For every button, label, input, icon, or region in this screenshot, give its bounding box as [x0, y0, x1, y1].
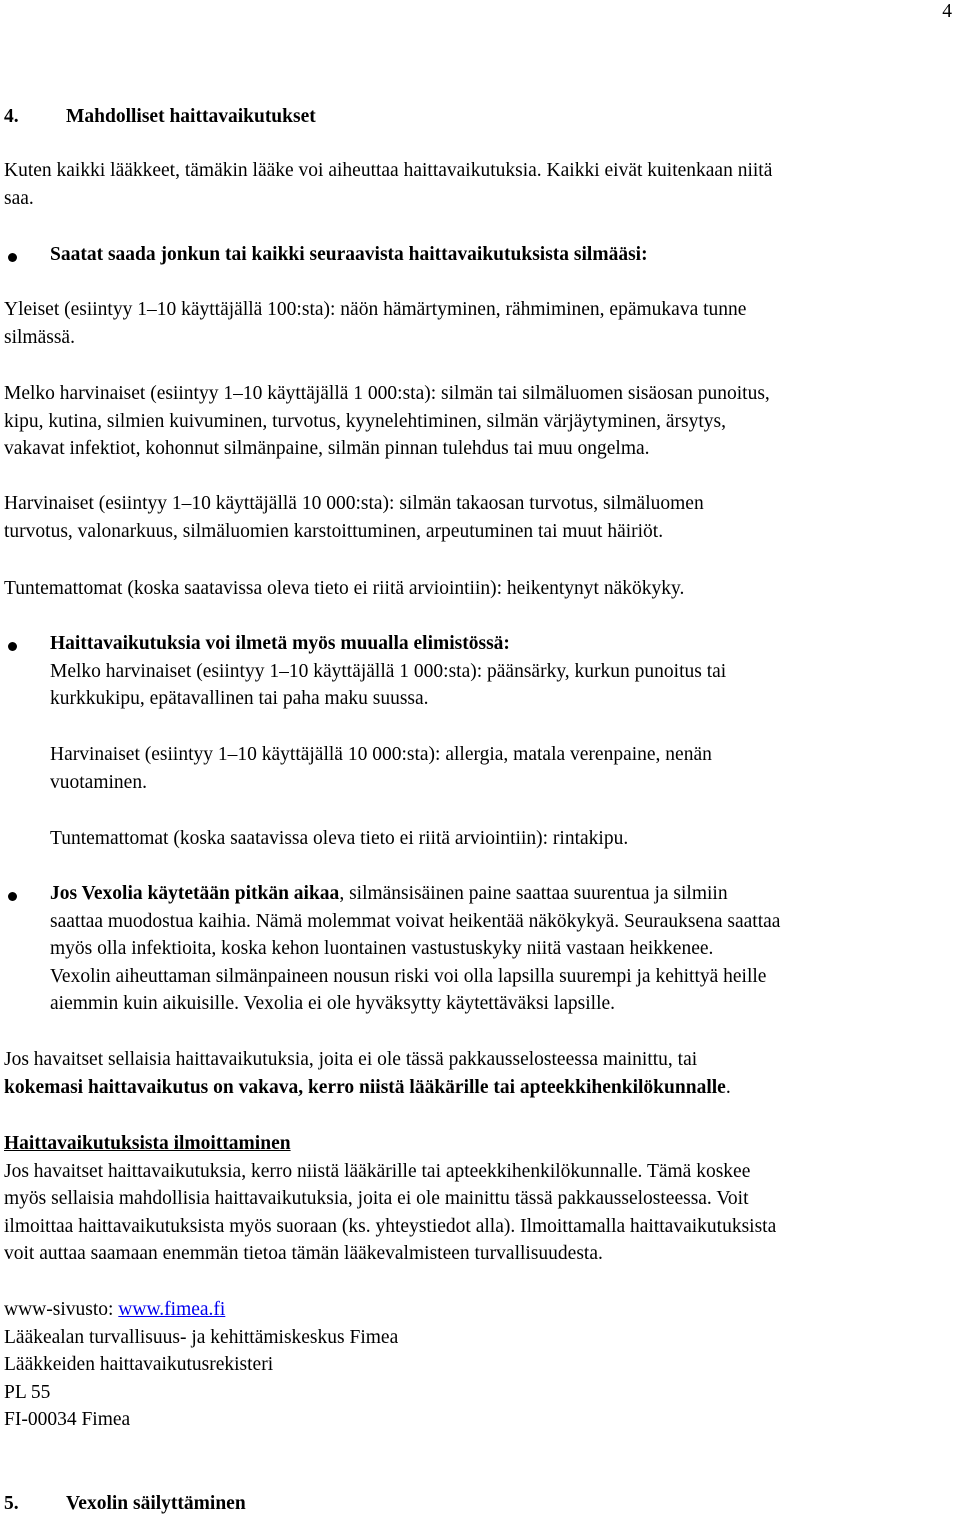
eye-common-line-2: silmässä.	[4, 326, 75, 348]
body-unknown-line-1: Tuntemattomat (koska saatavissa oleva tieto ei riitä arviointiin): rintakipu.	[50, 828, 629, 849]
reporting-section	[4, 1130, 954, 1268]
notice-paragraph	[4, 1046, 954, 1101]
longterm-line-3: myös olla infektioita, koska kehon luontainen vastustuskyky niitä vastaan heikkenee.	[50, 938, 714, 959]
section-4-heading	[4, 103, 316, 131]
eye-effects-heading: Saatat saada jonkun tai kaikki seuraavista haittavaikutuksista silmääsi:	[50, 244, 648, 265]
body-effects-block	[50, 630, 955, 713]
eye-unknown-paragraph	[4, 575, 954, 603]
notice-line-2-end: .	[725, 1076, 731, 1098]
body-rare-paragraph	[50, 741, 955, 796]
section-4-number: 4.	[4, 106, 19, 127]
contact-postal: FI-00034 Fimea	[4, 1409, 131, 1430]
eye-common-line-1: Yleiset (esiintyy 1–10 käyttäjällä 100:sta): näön hämärtyminen, rähmiminen, epämukava tunne	[4, 299, 747, 320]
bullet-icon	[8, 892, 17, 901]
notice-line-1: Jos havaitset sellaisia haittavaikutuksia, joita ei ole tässä pakkausselosteessa mainittu, tai	[4, 1049, 698, 1070]
section-5-title: Vexolin säilyttäminen	[66, 1493, 246, 1514]
eye-rare-line-2: turvotus, valonarkuus, silmäluomien karstoittuminen, arpeutuminen tai muut häiriöt.	[4, 520, 664, 542]
longterm-bold-lead: Jos Vexolia käytetään pitkän aikaa	[50, 883, 340, 904]
longterm-line-1-rest: , silmänsisäinen paine saattaa suurentua ja silmiin	[339, 883, 728, 904]
contact-registry: Lääkkeiden haittavaikutusrekisteri	[4, 1354, 274, 1375]
reporting-heading: Haittavaikutuksista ilmoittaminen	[4, 1133, 291, 1154]
body-effects-heading: Haittavaikutuksia voi ilmetä myös muualla elimistössä:	[50, 633, 510, 654]
eye-rare-line-1: Harvinaiset (esiintyy 1–10 käyttäjällä 10 000:sta): silmän takaosan turvotus, silmäluomen	[4, 493, 704, 514]
intro-line-1: Kuten kaikki lääkkeet, tämäkin lääke voi aiheuttaa haittavaikutuksia. Kaikki eivät kuitenkaan niitä	[4, 160, 773, 181]
notice-line-2-bold: kokemasi haittavaikutus on vakava, kerro niistä lääkärille tai apteekkihenkilökunnalle	[4, 1076, 726, 1098]
contact-po-box: PL 55	[4, 1381, 51, 1403]
fimea-link[interactable]: www.fimea.fi	[118, 1299, 226, 1320]
body-uncommon-line-2: kurkkukipu, epätavallinen tai paha maku suussa.	[50, 688, 429, 709]
eye-uncommon-paragraph	[4, 380, 954, 463]
reporting-line-2: myös sellaisia mahdollisia haittavaikutuksia, joita ei ole mainittu tässä pakkausselosteessa. Voit	[4, 1188, 749, 1209]
longterm-line-4: Vexolin aiheuttaman silmänpaineen nousun riski voi olla lapsilla suurempi ja kehittyä heille	[50, 965, 767, 987]
body-uncommon-line-1: Melko harvinaiset (esiintyy 1–10 käyttäjällä 1 000:sta): päänsärky, kurkun punoitus tai	[50, 660, 727, 682]
longterm-paragraph	[50, 880, 955, 1018]
reporting-line-4: voit auttaa saamaan enemmän tietoa tämän lääkevalmisteen turvallisuudesta.	[4, 1243, 603, 1264]
eye-uncommon-line-2: kipu, kutina, silmien kuivuminen, turvotus, kyynelehtiminen, silmän värjäytyminen, ärsytys,	[4, 410, 726, 432]
web-label: www-sivusto:	[4, 1299, 119, 1320]
section-4-title: Mahdolliset haittavaikutukset	[66, 106, 316, 127]
longterm-line-2: saattaa muodostua kaihia. Nämä molemmat voivat heikentää näkökykyä. Seurauksena saattaa	[50, 910, 781, 932]
reporting-line-3: ilmoittaa haittavaikutuksista myös suoraan (ks. yhteystiedot alla). Ilmoittamalla haittavaikutuksista	[4, 1215, 777, 1237]
section-5-number: 5.	[4, 1493, 19, 1514]
eye-common-paragraph	[4, 296, 954, 351]
eye-unknown-line-1: Tuntemattomat (koska saatavissa oleva tieto ei riitä arviointiin): heikentynyt näkökyky.	[4, 578, 685, 599]
intro-paragraph	[4, 157, 954, 212]
intro-line-2: saa.	[4, 187, 34, 209]
eye-uncommon-line-3: vakavat infektiot, kohonnut silmänpaine, silmän pinnan tulehdus tai muu ongelma.	[4, 438, 650, 459]
longterm-line-5: aiemmin kuin aikuisille. Vexolia ei ole hyväksytty käytettäväksi lapsille.	[50, 993, 616, 1014]
section-5-heading	[4, 1490, 246, 1518]
bullet-icon	[8, 642, 17, 651]
eye-uncommon-line-1: Melko harvinaiset (esiintyy 1–10 käyttäjällä 1 000:sta): silmän tai silmäluomen sisäosan punoitus,	[4, 383, 770, 404]
contact-org: Lääkealan turvallisuus- ja kehittämiskeskus Fimea	[4, 1326, 399, 1348]
bullet-icon	[8, 253, 17, 262]
body-rare-line-2: vuotaminen.	[50, 771, 147, 793]
body-rare-line-1: Harvinaiset (esiintyy 1–10 käyttäjällä 10 000:sta): allergia, matala verenpaine, nenän	[50, 744, 712, 765]
eye-rare-paragraph	[4, 490, 954, 545]
contact-block	[4, 1296, 954, 1434]
body-unknown-paragraph	[50, 825, 955, 853]
page-number: 4	[942, 1, 952, 22]
reporting-line-1: Jos havaitset haittavaikutuksia, kerro niistä lääkärille tai apteekkihenkilökunnalle. Tämä koskee	[4, 1160, 751, 1182]
